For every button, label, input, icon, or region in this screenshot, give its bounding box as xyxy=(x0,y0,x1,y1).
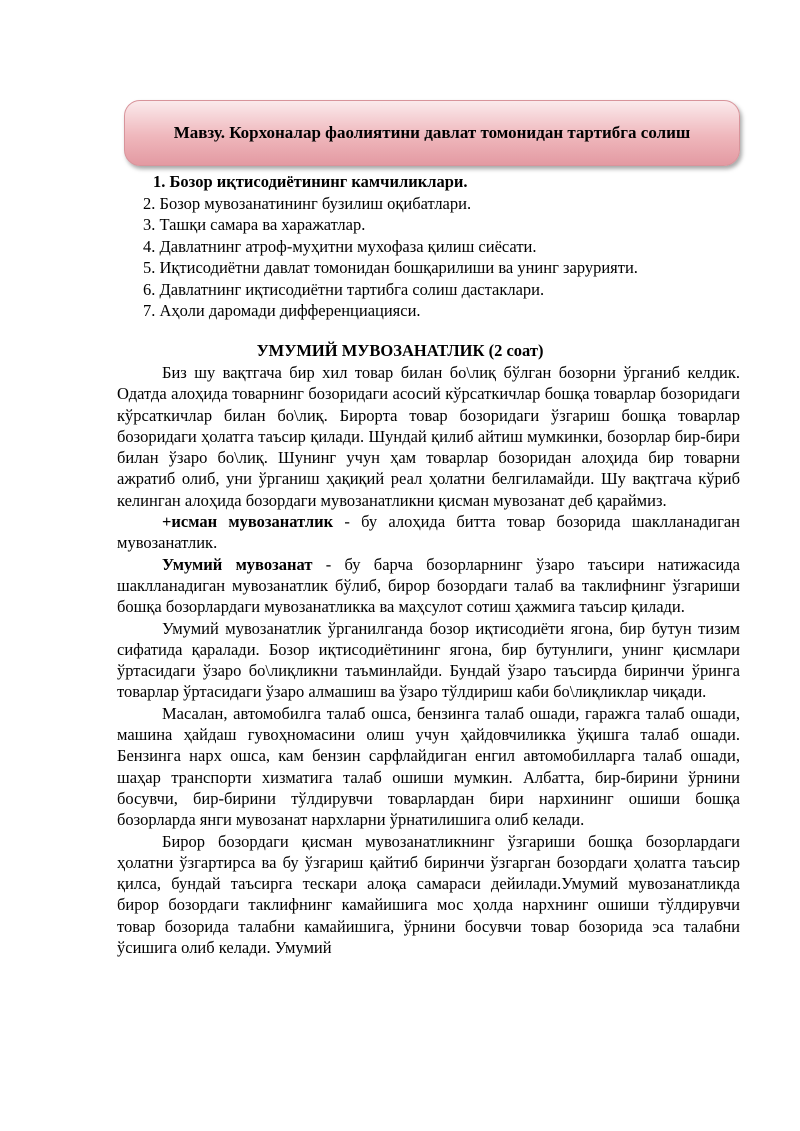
term-general-equilibrium: Умумий мувозанат xyxy=(162,554,313,574)
definition-text: - бу барча бозорларнинг ўзаро таъсири натижасида шаклланадиган мувозанатлик бўлиб, бирор бозордаги талаб ва таклифнинг ўзгариши бошқа бозорлардаги мувозанатликка ва маҳсулот сотиш ҳажмига таъсир қилади. xyxy=(117,554,740,617)
plan-item: 3. Ташқи самара ва харажатлар. xyxy=(143,215,366,234)
term-partial-equilibrium: +исман мувозанатлик xyxy=(162,512,334,532)
plan-item: 6. Давлатнинг иқтисодиётни тартибга солиш дастаклари. xyxy=(143,279,545,299)
paragraph: Масалан, автомобилга талаб ошса, бензинга талаб ошади, гаражга талаб ошади, машина ҳайдаш гувоҳномасини олиш учун ҳайдовчиликка ўқишга талаб ошади. Бензинга нарх ошса, кам бензин сарфлайдиган енгил автомобилларга талаб ошади, шаҳар транспорти хизматига талаб ошиши мумкин. Албатта, бир-бирини ўрнини босувчи, бир-бирини тўлдирувчи товарлардан бири нархининг ошиши бошқа бозорларда янги мувозанат нархларни ўрнатилишига олиб келади. xyxy=(117,703,740,830)
paragraph-definition xyxy=(117,554,740,618)
plan-item: 4. Давлатнинг атроф-муҳитни мухофаза қилиш сиёсати. xyxy=(143,236,537,256)
plan-item: 2. Бозор мувозанатининг бузилиш оқибатлари. xyxy=(143,193,472,213)
paragraph: Умумий мувозанатлик ўрганилганда бозор иқтисодиёти ягона, бир бутун тизим сифатида қаралади. Бозор иқтисодиётининг ягона, бир бутунлиги, унинг қисмлари ўртасидаги ўзаро бо\лиқликни таъминлайди. Бундай ўзаро таъсирда биринчи ўринга товарлар ўртасидаги ўзаро алмашиш ва ўзаро тўлдириш каби бо\лиқликлар чиқади. xyxy=(117,618,740,702)
paragraph: Биз шу вақтгача бир хил товар билан бо\лиқ бўлган бозорни ўрганиб келдик. Одатда алоҳида товарнинг бозоридаги асосий кўрсаткичлар бошқа товарлар бозоридаги кўрсаткичлар билан бо\лиқ. Бироpта товар бозоридаги ўзгариш бошқа товарлар бозоридаги ҳолатга таъсир қилади. Шундай қилиб айтиш мумкинки, бозорлар бир-бири билан ўзаро бо\лиқ. Шунинг учун ҳам товарлар бозоридан алоҳида бир товарни ажратиб олиб, уни ўрганиш ҳақиқий реал ҳолатни белгиламайди. Шу вақтгача кўриб келинган алоҳида бозордаги мувозанатликни қисман мувозанат деб қараймиз. xyxy=(117,363,740,510)
paragraph-definition xyxy=(117,511,740,554)
paragraph: Бирор бозордаги қисман мувозанатликнинг ўзгариши бошқа бозорлардаги ҳолатни ўзгартирса ва бу ўзгариш қайтиб биринчи ўзгарган бозордаги ҳолатга таъсир қилса, бундай таъсирга тескари алоқа самараси дейилади.Умумий мувозанатликда бирор бозордаги таклифнинг камайишига мос ҳолда нархнинг ошиши тўлдирувчи товар бозорида талабни камайишига, ўрнини босувчи товар бозорида эса талабни ўсишига олиб келади. Умумий xyxy=(117,831,740,958)
topic-banner xyxy=(124,100,740,166)
topic-title: Мавзу. Корхоналар фаолиятини давлат томонидан тартибга солиш xyxy=(173,123,691,142)
definition-text: - бу алоҳида битта товар бозорида шаклланадиган мувозанатлик. xyxy=(117,512,741,553)
section-title: УМУМИЙ МУВОЗАНАТЛИК (2 соат) xyxy=(256,341,544,360)
plan-item: 7. Аҳоли даромади дифференциацияси. xyxy=(143,301,421,320)
plan-list xyxy=(143,171,743,322)
plan-item: 1. Бозор иқтисодиётининг камчиликлари. xyxy=(153,172,468,191)
plan-item: 5. Иқтисодиётни давлат томонидан бошқарилиши ва унинг зарурияти. xyxy=(143,258,638,277)
body-text xyxy=(117,362,740,958)
